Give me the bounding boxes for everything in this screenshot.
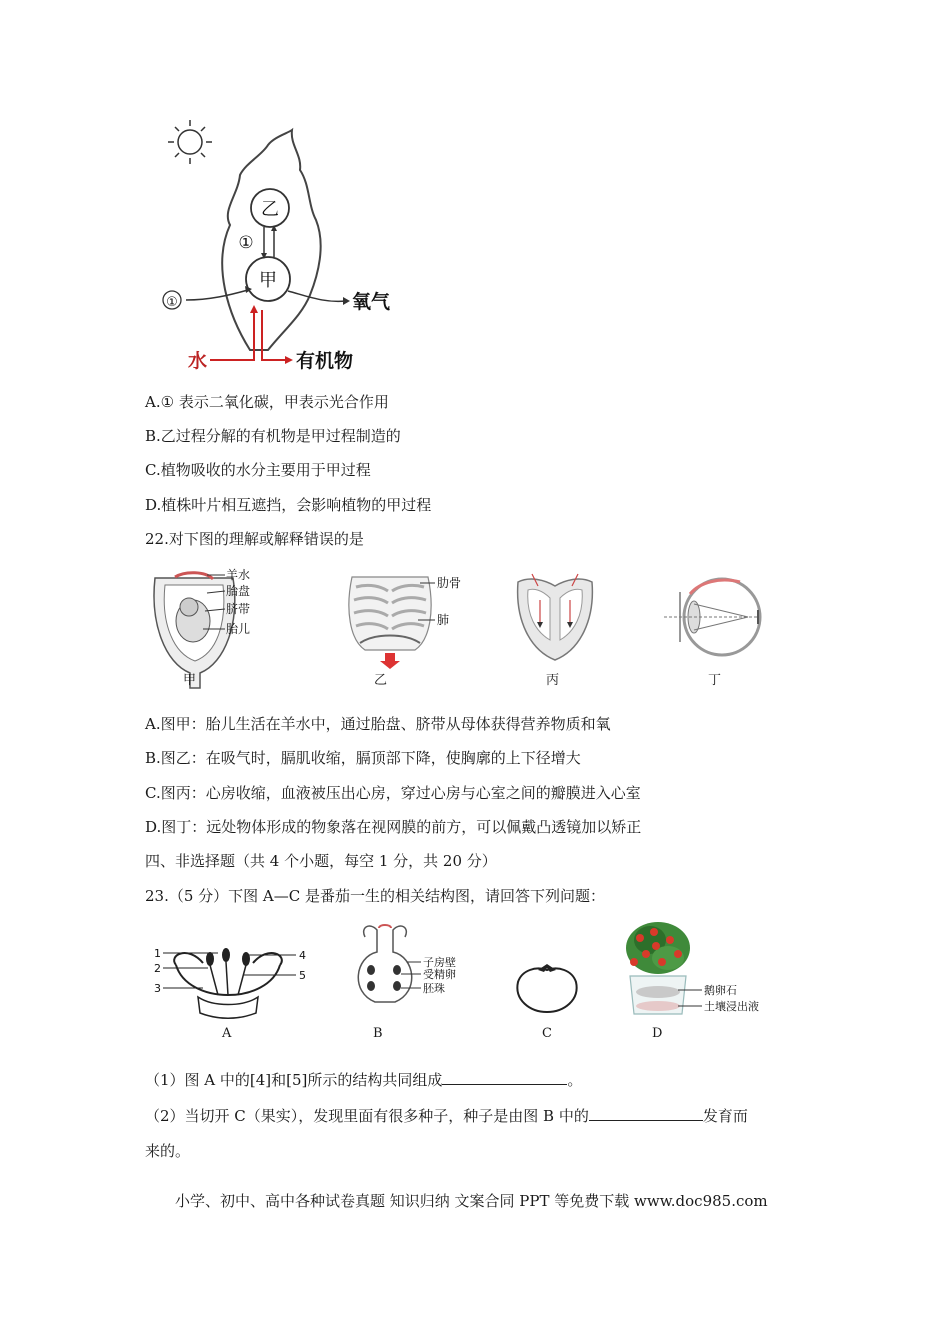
sun-icon [168,120,212,164]
answer-blank-1[interactable] [442,1068,567,1085]
fetus-label-amniotic: 羊水 [226,568,251,582]
oxygen-label: 氧气 [352,291,391,313]
flower-num-3: 3 [154,982,161,995]
caption-a: A [222,1026,232,1041]
page-footer: 小学、初中、高中各种试卷真题 知识归纳 文案合同 PPT 等免费下载 www.doc985.com [175,1192,768,1210]
caption-jia: 甲 [183,673,197,688]
organic-label: 有机物 [296,350,354,372]
q22-option-b: B.图乙：在吸气时，膈肌收缩，膈顶部下降，使胸廓的上下径增大 [145,749,581,767]
q23-sub1-end: 。 [567,1071,583,1089]
ribcage-label-rib: 肋骨 [437,576,462,590]
q22-option-c: C.图丙：心房收缩，血液被压出心房，穿过心房与心室之间的瓣膜进入心室 [145,784,641,802]
caption-d: D [652,1026,663,1041]
flower-figure [148,935,318,1035]
pistil-figure [335,922,485,1022]
water-label: 水 [188,350,208,372]
pistil-label-ovary-wall: 子房壁 [423,956,456,969]
arrow-mark-label: ① [238,233,254,253]
caption-b: B [373,1026,383,1041]
pot-label-soil-extract: 土壤浸出液 [704,1000,759,1013]
potted-tomato-figure [620,918,780,1026]
q22-option-a: A.图甲：胎儿生活在羊水中，通过胎盘、脐带从母体获得营养物质和氧 [145,715,611,733]
q23-sub2-text: （2）当切开 C（果实），发现里面有很多种子，种子是由图 B 中的 [145,1107,589,1125]
fetus-label-cord: 脐带 [226,602,251,616]
q23-sub2-end: 发育而 [702,1107,748,1125]
eye-figure [660,572,770,662]
q22-option-d: D.图丁：远处物体形成的物象落在视网膜的前方，可以佩戴凸透镜加以矫正 [145,818,642,836]
q23-sub1-text: （1）图 A 中的[4]和[5]所示的结构共同组成 [145,1071,443,1089]
q21-option-a: A.① 表示二氧化碳，甲表示光合作用 [145,393,389,411]
tomato-fruit-figure [512,960,582,1015]
flower-num-2: 2 [154,962,161,975]
caption-bing: 丙 [546,673,560,688]
q22-stem: 22.对下图的理解或解释错误的是 [145,530,364,548]
caption-yi: 乙 [374,673,388,688]
heart-figure [510,570,600,665]
q23-sub2 [145,1104,748,1127]
q23-stem: 23.（5 分）下图 A—C 是番茄一生的相关结构图，请回答下列问题： [145,887,606,905]
answer-blank-2[interactable] [589,1104,703,1121]
caption-ding: 丁 [708,673,722,688]
pot-label-pebbles: 鹅卵石 [704,984,737,997]
ribcage-figure [340,565,480,675]
node-yi-label: 乙 [261,199,279,220]
ribcage-label-lung: 肺 [437,613,450,627]
leaf-outline [222,130,320,350]
q21-option-b: B.乙过程分解的有机物是甲过程制造的 [145,427,401,445]
leaf-diagram [150,115,410,380]
q23-sub2-cont: 来的。 [145,1142,191,1160]
pistil-label-ovule: 胚珠 [423,982,445,995]
node-jia-label: 甲 [259,270,277,291]
q21-option-d: D.植株叶片相互遮挡，会影响植物的甲过程 [145,496,432,514]
flower-num-1: 1 [154,947,161,960]
q23-sub1 [145,1068,582,1091]
input-mark-label: ① [166,295,178,310]
flower-num-5: 5 [299,969,306,982]
flower-num-4: 4 [299,949,306,962]
fetus-label-fetus: 胎儿 [226,622,251,636]
pistil-label-zygote: 受精卵 [423,968,456,981]
fetus-figure [145,563,275,693]
fetus-label-placenta: 胎盘 [226,584,251,598]
caption-c: C [542,1026,552,1041]
q21-option-c: C.植物吸收的水分主要用于甲过程 [145,461,371,479]
section-heading: 四、非选择题（共 4 个小题，每空 1 分，共 20 分） [145,852,497,870]
